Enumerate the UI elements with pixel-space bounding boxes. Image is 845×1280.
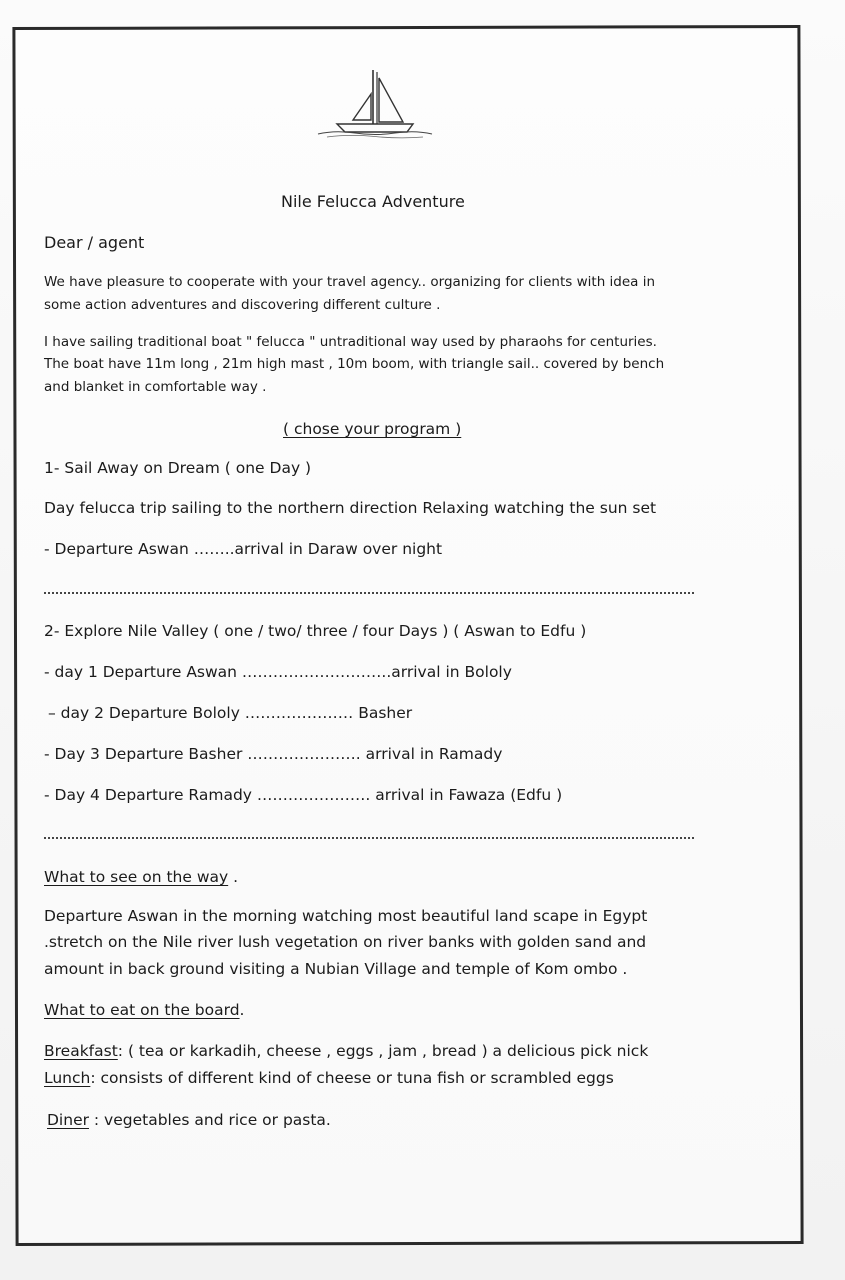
salutation: Dear / agent	[44, 233, 145, 252]
program-1-itinerary: - Departure Aswan ……..arrival in Daraw over night	[44, 540, 443, 558]
breakfast-text: : ( tea or karkadih, cheese , eggs , jam , bread ) a delicious pick nick	[117, 1042, 649, 1060]
lunch-line	[44, 1069, 614, 1087]
see-heading	[44, 868, 238, 886]
program-2-day-3: - Day 3 Departure Basher …………………. arrival in Ramady	[44, 745, 503, 763]
diner-text: : vegetables and rice or pasta.	[88, 1111, 331, 1129]
program-1-heading: 1- Sail Away on Dream ( one Day )	[44, 459, 312, 477]
program-2-day-1: - day 1 Departure Aswan ………………………..arrival in Bololy	[44, 663, 512, 681]
see-line-3: amount in back ground visiting a Nubian Village and temple of Kom ombo .	[44, 960, 628, 978]
eat-heading-suffix: .	[239, 1001, 245, 1019]
see-line-1: Departure Aswan in the morning watching most beautiful land scape in Egypt	[44, 907, 648, 925]
breakfast-line	[44, 1042, 648, 1060]
intro-line-1: We have pleasure to cooperate with your travel agency.. organizing for clients with idea in	[44, 274, 656, 290]
see-line-2: .stretch on the Nile river lush vegetation on river banks with golden sand and	[44, 933, 647, 951]
see-heading-suffix: .	[228, 868, 239, 886]
eat-heading	[44, 1001, 244, 1019]
program-2-day-4: - Day 4 Departure Ramady …………………. arrival in Fawaza (Edfu )	[44, 786, 563, 804]
boat-line-1: I have sailing traditional boat " felucca " untraditional way used by pharaohs for centuries.	[44, 334, 657, 350]
dotted-divider	[44, 837, 694, 839]
document-title: Nile Felucca Adventure	[281, 192, 465, 211]
lunch-text: : consists of different kind of cheese or tuna fish or scrambled eggs	[90, 1069, 614, 1087]
diner-line	[47, 1111, 331, 1129]
see-heading-text: What to see on the way	[44, 868, 229, 886]
breakfast-label: Breakfast	[44, 1042, 118, 1060]
dotted-divider	[44, 592, 694, 594]
sailboat-icon	[315, 68, 435, 140]
intro-line-2: some action adventures and discovering different culture .	[44, 297, 441, 313]
program-1-description: Day felucca trip sailing to the northern direction Relaxing watching the sun set	[44, 499, 657, 517]
lunch-label: Lunch	[44, 1069, 91, 1087]
program-2-day-2: – day 2 Departure Bololy ………………… Basher	[48, 704, 413, 722]
boat-line-2: The boat have 11m long , 21m high mast , 10m boom, with triangle sail.. covered by bench	[44, 356, 665, 372]
eat-heading-text: What to eat on the board	[44, 1001, 240, 1019]
boat-line-3: and blanket in comfortable way .	[44, 379, 267, 395]
program-heading: ( chose your program )	[283, 420, 462, 438]
program-2-heading: 2- Explore Nile Valley ( one / two/ three / four Days ) ( Aswan to Edfu )	[44, 622, 587, 640]
diner-label: Diner	[47, 1111, 89, 1129]
